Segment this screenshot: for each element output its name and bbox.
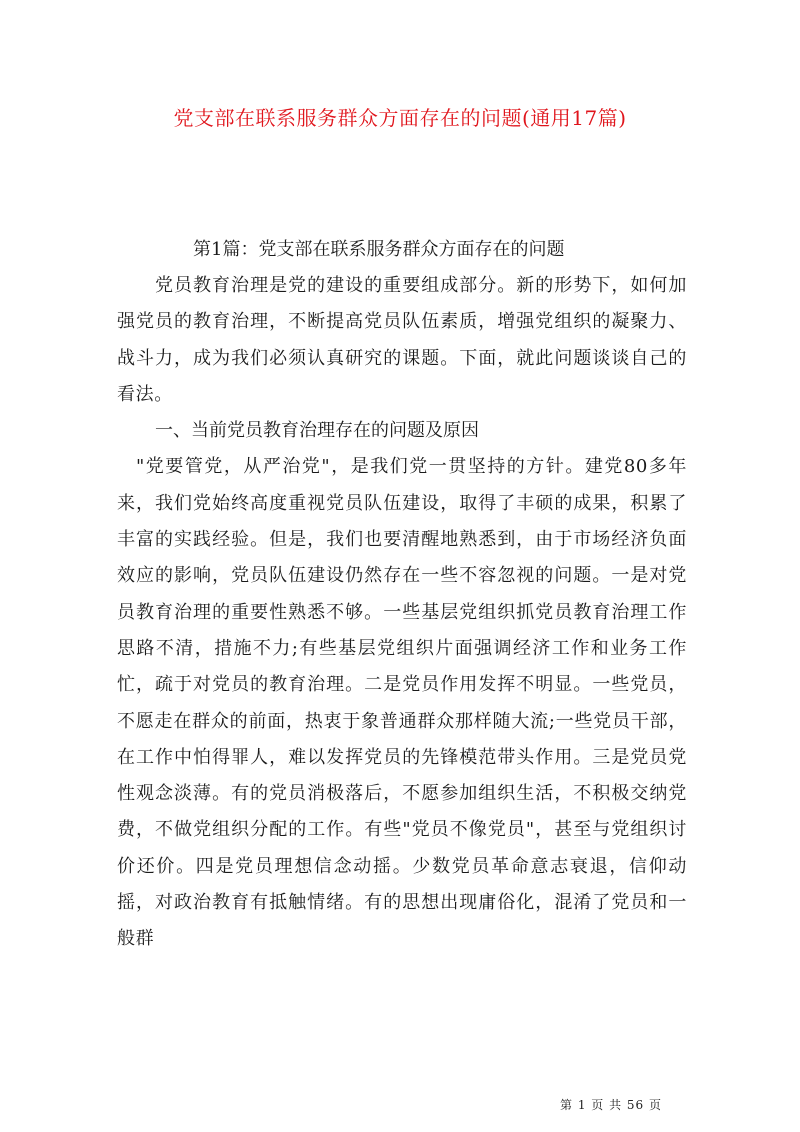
- section-heading: 第1篇：党支部在联系服务群众方面存在的问题: [193, 239, 565, 260]
- intro-paragraph: 党员教育治理是党的建设的重要组成部分。新的形势下，如何加强党员的教育治理，不断提高党员队伍素质，增强党组织的凝聚力、战斗力，成为我们必须认真研究的课题。下面，就此问题谈谈自己的看法。: [117, 275, 687, 405]
- document-body: [117, 232, 687, 958]
- page-number-footer: 第 1 页 共 56 页: [560, 1098, 662, 1112]
- document-title: 党支部在联系服务群众方面存在的问题(通用17篇): [173, 106, 627, 130]
- subheading: 一、当前党员教育治理存在的问题及原因: [155, 420, 479, 442]
- body-paragraph: "党要管党，从严治党"，是我们党一贯坚持的方针。建党80多年来，我们党始终高度重视党员队伍建设，取得了丰硕的成果，积累了丰富的实践经验。但是，我们也要清醒地熟悉到，由于市场经济负面效应的影响，党员队伍建设仍然存在一些不容忽视的问题。一是对党员教育治理的重要性熟悉不够。一些基层党组织抓党员教育治理工作思路不清，措施不力;有些基层党组织片面强调经济工作和业务工作忙，疏于对党员的教育治理。二是党员作用发挥不明显。一些党员，不愿走在群众的前面，热衷于象普通群众那样随大流;一些党员干部，在工作中怕得罪人，难以发挥党员的先锋模范带头作用。三是党员党性观念淡薄。有的党员消极落后，不愿参加组织生活，不积极交纳党费，不做党组织分配的工作。有些"党员不像党员"，甚至与党组织讨价还价。四是党员理想信念动摇。少数党员革命意志衰退，信仰动摇，对政治教育有抵触情绪。有的思想出现庸俗化，混淆了党员和一般群: [117, 456, 687, 950]
